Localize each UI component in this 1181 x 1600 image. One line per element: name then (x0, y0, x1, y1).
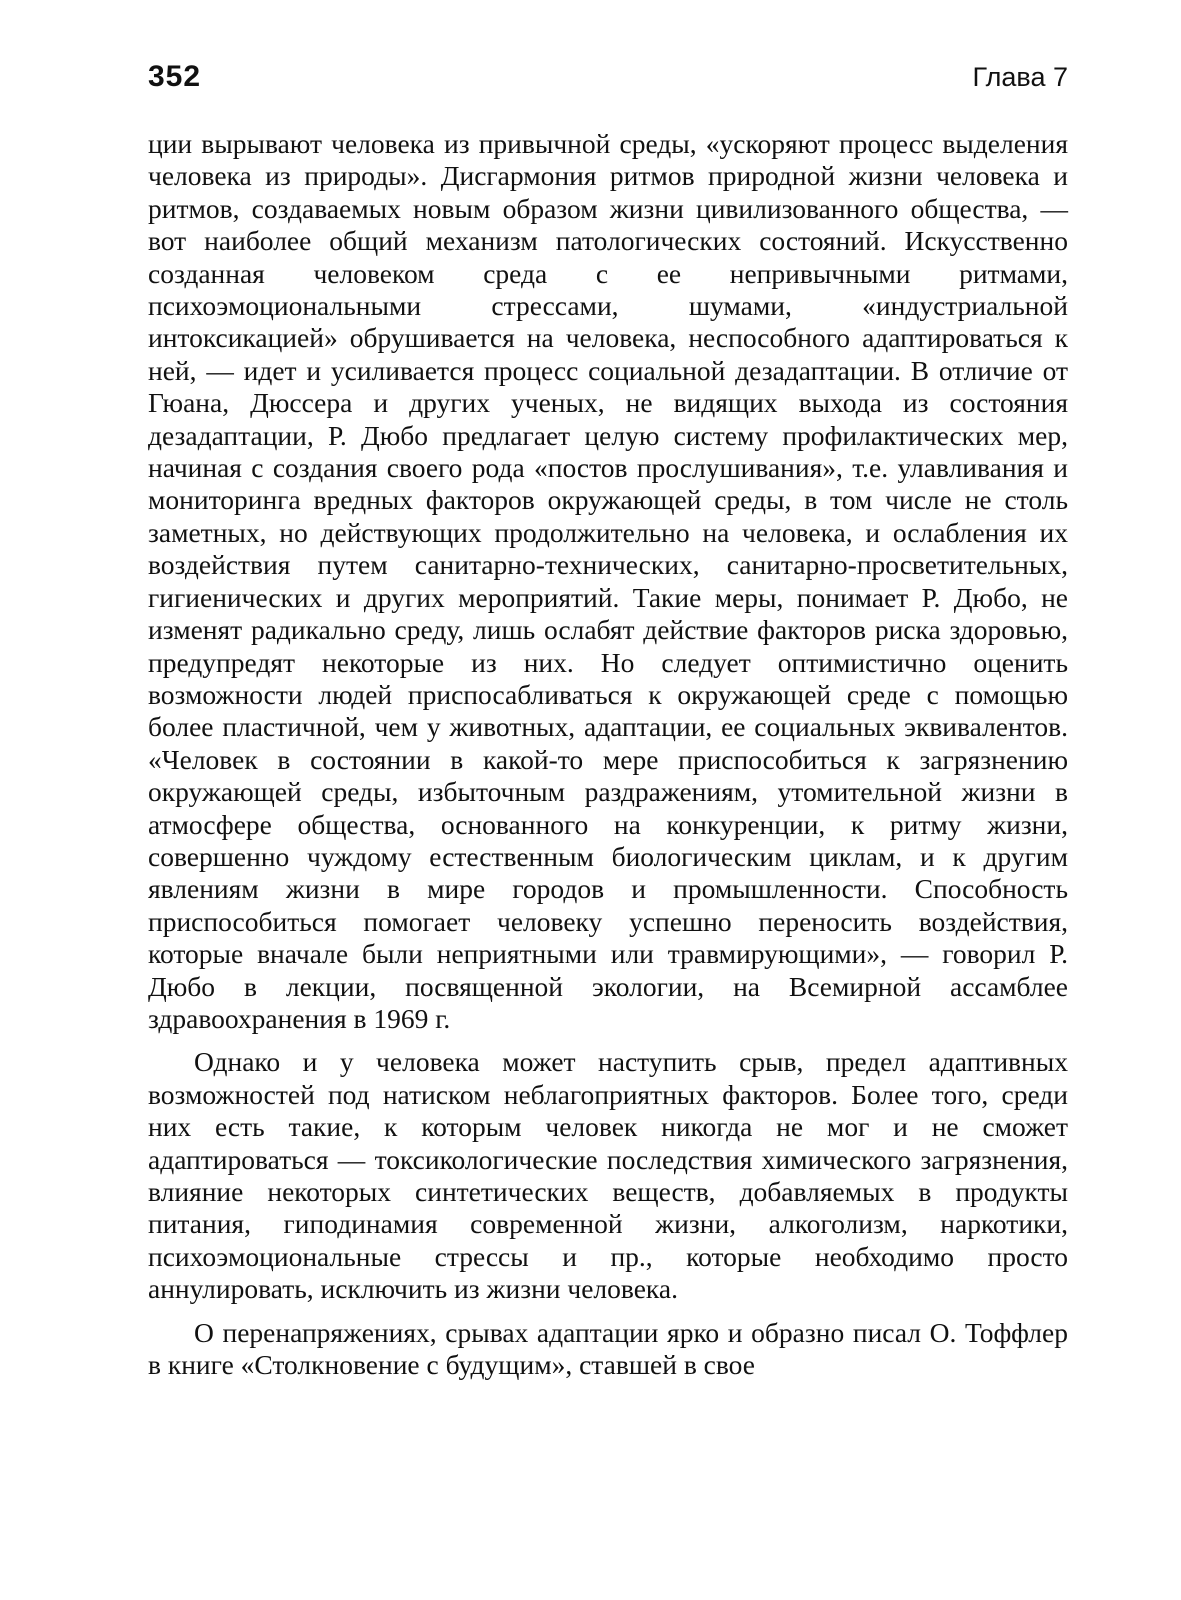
paragraph: Однако и у человека может наступить срыв, предел адаптивных возможностей под натиском неблагоприятных факторов. Более того, среди них есть такие, к которым человек никогда не мог и не сможет адаптироваться — токсикологические последствия химического загрязнения, влияние некоторых синтетических веществ, добавляемых в продукты питания, гиподинамия современной жизни, алкоголизм, наркотики, психоэмоциональные стрессы и пр., которые необходимо просто аннулировать, исключить из жизни человека. (148, 1046, 1068, 1305)
chapter-running-head: Глава 7 (972, 62, 1068, 92)
paragraph: О перенапряжениях, срывах адаптации ярко и образно писал О. Тоффлер в книге «Столкновение с будущим», ставшей в свое (148, 1316, 1068, 1381)
page-number: 352 (148, 60, 202, 93)
page-header (148, 54, 1068, 100)
paragraph-continued: ции вырывают человека из привычной среды, «ускоряют процесс выделения человека из природы». Дисгармония ритмов природной жизни человека и ритмов, создаваемых новым образом жизни цивилизованного общества, — вот наиболее общий механизм патологических состояний. Искусственно созданная человеком среда с ее непривычными ритмами, психоэмоциональными стрессами, шумами, «индустриальной интоксикацией» обрушивается на человека, неспособного адаптироваться к ней, — идет и усиливается процесс социальной дезадаптации. В отличие от Гюана, Дюссера и других ученых, не видящих выхода из состояния дезадаптации, Р. Дюбо предлагает целую систему профилактических мер, начиная с создания своего рода «постов прослушивания», т.е. улавливания и мониторинга вредных факторов окружающей среды, в том числе не столь заметных, но действующих продолжительно на человека, и ослабления их воздействия путем санитарно-технических, санитарно-просветительных, гигиенических и других мероприятий. Такие меры, понимает Р. Дюбо, не изменят радикально среду, лишь ослабят действие факторов риска здоровью, предупредят некоторые из них. Но следует оптимистично оценить возможности людей приспосабливаться к окружающей среде с помощью более пластичной, чем у животных, адаптации, ее социальных эквивалентов. «Человек в состоянии в какой-то мере приспособиться к загрязнению окружающей среды, избыточным раздражениям, утомительной жизни в атмосфере общества, основанного на конкуренции, к ритму жизни, совершенно чуждому естественным биологическим циклам, и к другим явлениям жизни в мире городов и промышленности. Способность приспособиться помогает человеку успешно переносить воздействия, которые вначале были неприятными или травмирующими», — говорил Р. Дюбо в лекции, посвященной экологии, на Всемирной ассамблее здравоохранения в 1969 г. (148, 128, 1068, 1034)
body-text (148, 128, 1068, 1392)
